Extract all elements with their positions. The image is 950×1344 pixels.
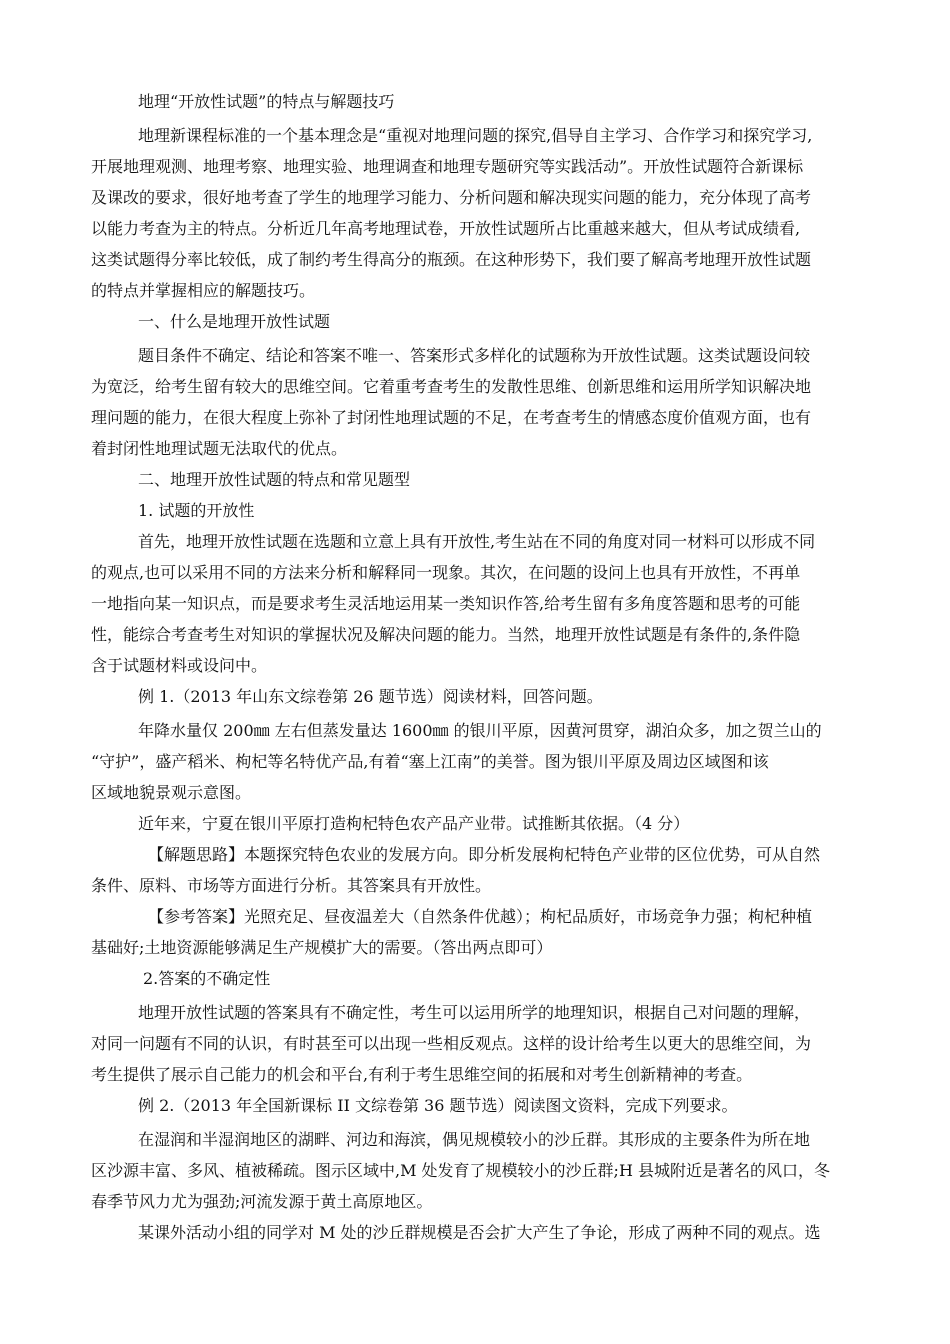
paragraph-line: 理问题的能力，在很大程度上弥补了封闭性地理试题的不足，在考查考生的情感态度价值观方面，也有 xyxy=(91,408,812,427)
paragraph-line: 地理开放性试题的答案具有不确定性，考生可以运用所学的地理知识，根据自己对问题的理解， xyxy=(138,1003,811,1022)
paragraph-line: 区沙源丰富、多风、植被稀疏。图示区域中,M 处发育了规模较小的沙丘群;H 县城附近是著名的风口，冬 xyxy=(91,1161,830,1180)
paragraph-line: 区域地貌景观示意图。 xyxy=(91,783,252,802)
paragraph-line: 这类试题得分率比较低，成了制约考生得高分的瓶颈。在这种形势下，我们要了解高考地理开放性试题 xyxy=(91,250,812,269)
solution-line: 条件、原料、市场等方面进行分析。其答案具有开放性。 xyxy=(91,876,492,895)
paragraph-line: 考生提供了展示自己能力的机会和平台,有利于考生思维空间的拓展和对考生创新精神的考查。 xyxy=(91,1065,753,1084)
subsection-heading: 1. 试题的开放性 xyxy=(138,501,255,520)
paragraph-line: 年降水量仅 200㎜ 左右但蒸发量达 1600㎜ 的银川平原，因黄河贯穿，湖泊众多，加之贺兰山的 xyxy=(138,721,822,740)
paragraph-line: 开展地理观测、地理考察、地理实验、地理调查和地理专题研究等实践活动”。开放性试题符合新课标 xyxy=(91,157,804,176)
paragraph-line: 含于试题材料或设问中。 xyxy=(91,656,268,675)
paragraph-line: 某课外活动小组的同学对 M 处的沙丘群规模是否会扩大产生了争论，形成了两种不同的观点。选 xyxy=(138,1223,821,1242)
question-line: 近年来，宁夏在银川平原打造枸杞特色农产品产业带。试推断其依据。（4 分） xyxy=(138,814,690,833)
section-heading: 一、什么是地理开放性试题 xyxy=(138,312,331,331)
solution-line: 【解题思路】本题探究特色农业的发展方向。即分析发展枸杞特色产业带的区位优势，可从自然 xyxy=(148,845,821,864)
paragraph-line: “守护”，盛产稻米、枸杞等名特优产品,有着“塞上江南”的美誉。图为银川平原及周边区域图和该 xyxy=(91,752,769,771)
subsection-heading: 2.答案的不确定性 xyxy=(143,969,271,988)
paragraph-line: 以能力考查为主的特点。分析近几年高考地理试卷，开放性试题所占比重越来越大，但从考试成绩看, xyxy=(91,219,801,238)
paragraph-line: 的观点,也可以采用不同的方法来分析和解释同一现象。其次，在问题的设问上也具有开放性，不再单 xyxy=(91,563,801,582)
paragraph-line: 的特点并掌握相应的解题技巧。 xyxy=(91,281,316,300)
document-title: 地理“开放性试题”的特点与解题技巧 xyxy=(138,92,395,111)
paragraph-line: 为宽泛，给考生留有较大的思维空间。它着重考查考生的发散性思维、创新思维和运用所学知识解决地 xyxy=(91,377,812,396)
paragraph-line: 及课改的要求，很好地考查了学生的地理学习能力、分析问题和解决现实问题的能力，充分体现了高考 xyxy=(91,188,812,207)
section-heading: 二、地理开放性试题的特点和常见题型 xyxy=(138,470,411,489)
example-heading: 例 1.（2013 年山东文综卷第 26 题节选）阅读材料，回答问题。 xyxy=(138,687,603,706)
paragraph-line: 一地指向某一知识点，而是要求考生灵活地运用某一类知识作答,给考生留有多角度答题和思考的可能 xyxy=(91,594,801,613)
paragraph-line: 性，能综合考查考生对知识的掌握状况及解决问题的能力。当然，地理开放性试题是有条件的,条件隐 xyxy=(91,625,801,644)
paragraph-line: 题目条件不确定、结论和答案不唯一、答案形式多样化的试题称为开放性试题。这类试题设问较 xyxy=(138,346,811,365)
answer-line: 【参考答案】光照充足、昼夜温差大（自然条件优越）；枸杞品质好，市场竞争力强；枸杞种植 xyxy=(148,907,813,926)
example-heading: 例 2.（2013 年全国新课标 II 文综卷第 36 题节选）阅读图文资料，完成下列要求。 xyxy=(138,1096,738,1115)
paragraph-line: 对同一问题有不同的认识，有时甚至可以出现一些相反观点。这样的设计给考生以更大的思维空间，为 xyxy=(91,1034,812,1053)
paragraph-line: 地理新课程标准的一个基本理念是“重视对地理问题的探究,倡导自主学习、合作学习和探究学习, xyxy=(138,126,813,145)
paragraph-line: 首先，地理开放性试题在选题和立意上具有开放性,考生站在不同的角度对同一材料可以形成不同 xyxy=(138,532,816,551)
paragraph-line: 着封闭性地理试题无法取代的优点。 xyxy=(91,439,348,458)
paragraph-line: 在湿润和半湿润地区的湖畔、河边和海滨，偶见规模较小的沙丘群。其形成的主要条件为所在地 xyxy=(138,1130,811,1149)
answer-line: 基础好;土地资源能够满足生产规模扩大的需要。（答出两点即可） xyxy=(91,938,553,957)
paragraph-line: 春季节风力尤为强劲;河流发源于黄土高原地区。 xyxy=(91,1192,433,1211)
